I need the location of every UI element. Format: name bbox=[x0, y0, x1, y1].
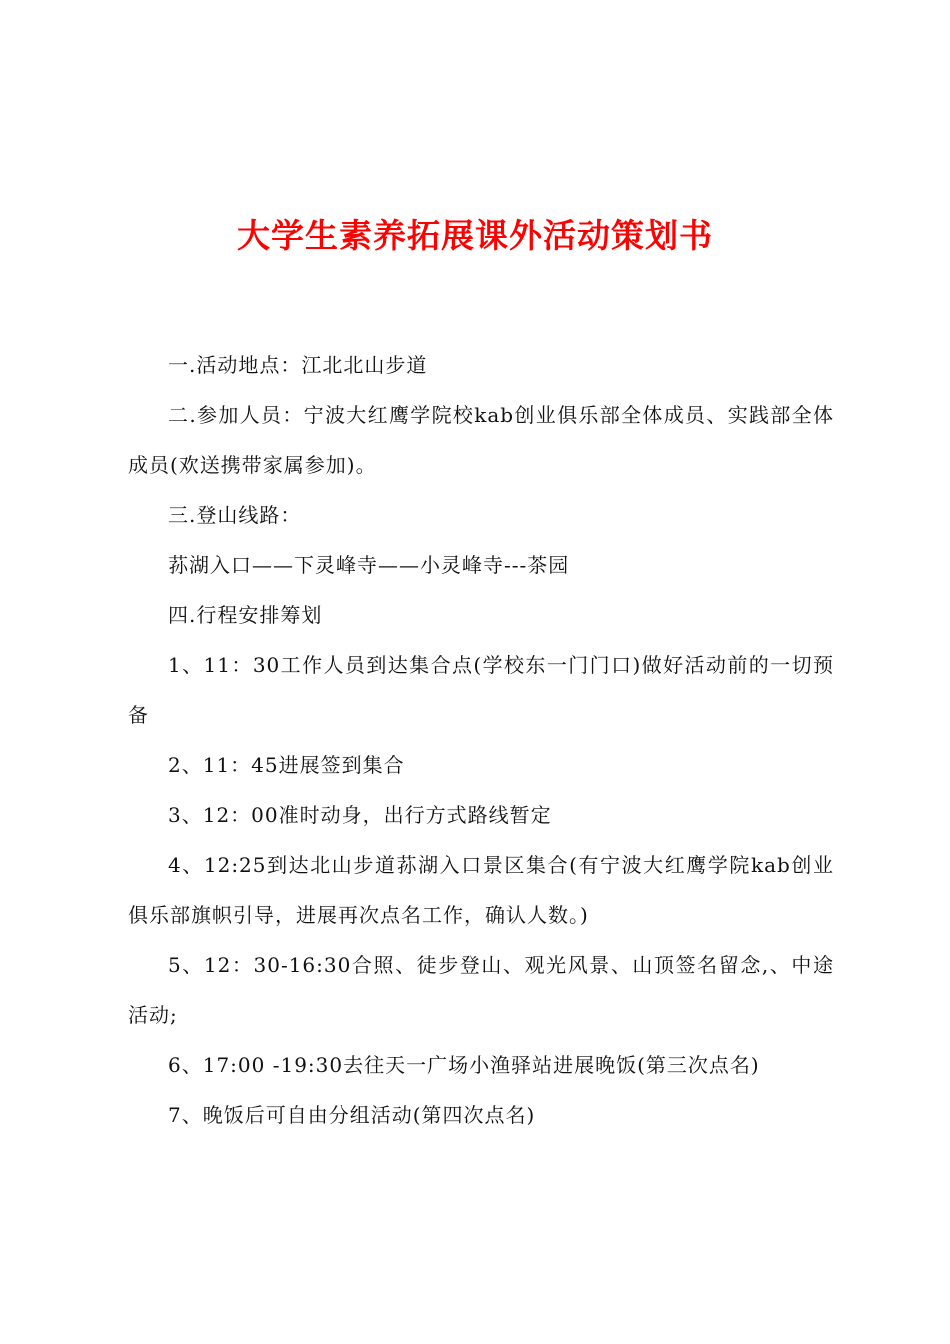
schedule-item-1: 1、11：30工作人员到达集合点(学校东一门门口)做好活动前的一切预备 bbox=[128, 653, 834, 727]
paragraph-location: 一.活动地点：江北北山步道 bbox=[168, 353, 428, 377]
schedule-item-4: 4、12:25到达北山步道荪湖入口景区集合(有宁波大红鹰学院kab创业俱乐部旗帜引导，进展再次点名工作，确认人数。) bbox=[128, 853, 834, 927]
paragraph-route-heading: 三.登山线路： bbox=[168, 503, 302, 527]
schedule-item-5: 5、12：30-16:30合照、徒步登山、观光风景、山顶签名留念,、中途活动; bbox=[128, 953, 834, 1027]
paragraph-route: 荪湖入口——下灵峰寺——小灵峰寺---茶园 bbox=[168, 553, 570, 577]
schedule-item-6: 6、17:00 -19:30去往天一广场小渔驿站进展晚饭(第三次点名) bbox=[168, 1053, 760, 1077]
schedule-item-3: 3、12：00准时动身，出行方式路线暂定 bbox=[168, 803, 552, 827]
schedule-item-7: 7、晚饭后可自由分组活动(第四次点名) bbox=[168, 1103, 536, 1127]
schedule-item-2: 2、11：45进展签到集合 bbox=[168, 753, 405, 777]
paragraph-participants: 二.参加人员：宁波大红鹰学院校kab创业俱乐部全体成员、实践部全体成员(欢送携带家属参加)。 bbox=[128, 403, 834, 477]
document-title: 大学生素养拓展课外活动策划书 bbox=[237, 216, 713, 255]
document-body bbox=[128, 340, 834, 1140]
paragraph-schedule-heading: 四.行程安排筹划 bbox=[168, 603, 323, 627]
